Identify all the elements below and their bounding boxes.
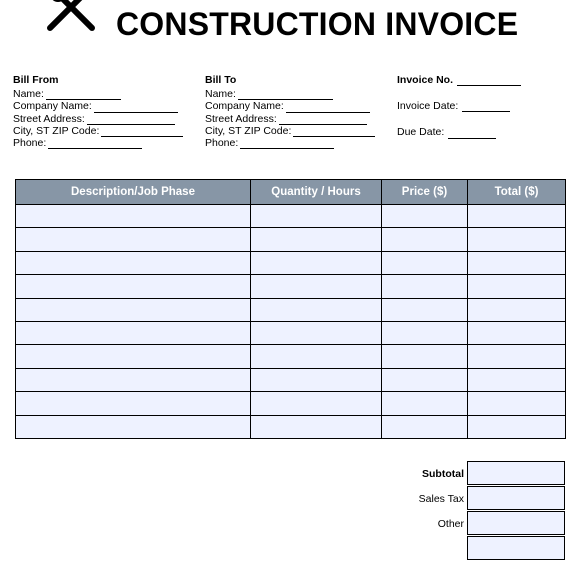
subtotal-row <box>0 461 574 486</box>
price-cell[interactable] <box>382 392 468 415</box>
city-field[interactable] <box>101 126 183 137</box>
table-row <box>16 368 566 391</box>
invoice-no-field[interactable] <box>457 75 521 86</box>
price-cell[interactable] <box>382 298 468 321</box>
table-row <box>16 392 566 415</box>
table-row <box>16 298 566 321</box>
due-date-field[interactable] <box>448 128 496 139</box>
bill-from-phone-line[interactable] <box>13 137 183 149</box>
total-cell[interactable] <box>468 415 566 438</box>
column-header-description: Description/Job Phase <box>16 180 251 205</box>
bill-to-heading: Bill To <box>205 74 237 86</box>
quantity-cell[interactable] <box>251 205 382 228</box>
column-header-quantity: Quantity / Hours <box>251 180 382 205</box>
bill-from-section <box>13 74 183 149</box>
table-row <box>16 251 566 274</box>
total-cell[interactable] <box>468 205 566 228</box>
name-field[interactable] <box>46 89 121 100</box>
invoice-date-field[interactable] <box>462 101 510 112</box>
quantity-cell[interactable] <box>251 251 382 274</box>
price-cell[interactable] <box>382 251 468 274</box>
page-title: CONSTRUCTION INVOICE <box>116 6 519 42</box>
description-cell[interactable] <box>16 205 251 228</box>
table-row <box>16 415 566 438</box>
quantity-cell[interactable] <box>251 275 382 298</box>
field-label: Name: <box>13 88 44 101</box>
quantity-cell[interactable] <box>251 345 382 368</box>
quantity-cell[interactable] <box>251 228 382 251</box>
bill-from-city-line[interactable] <box>13 125 183 137</box>
bill-to-street-line[interactable] <box>205 113 375 125</box>
table-row <box>16 205 566 228</box>
due-date-label: Due Date: <box>397 126 445 139</box>
field-label: Street Address: <box>205 112 277 125</box>
description-cell[interactable] <box>16 251 251 274</box>
name-field[interactable] <box>238 89 333 100</box>
total-cell[interactable] <box>468 251 566 274</box>
field-label: Phone: <box>205 137 239 150</box>
description-cell[interactable] <box>16 228 251 251</box>
table-row <box>16 345 566 368</box>
price-cell[interactable] <box>382 275 468 298</box>
field-label: Company Name: <box>13 100 92 113</box>
quantity-cell[interactable] <box>251 392 382 415</box>
price-cell[interactable] <box>382 368 468 391</box>
field-label: Name: <box>205 88 236 101</box>
sales-tax-field[interactable] <box>467 486 565 510</box>
column-header-total: Total ($) <box>468 180 566 205</box>
table-header-row <box>16 180 566 205</box>
field-label: City, ST ZIP Code: <box>13 124 100 137</box>
sales-tax-row <box>0 486 574 511</box>
due-date-line[interactable] <box>397 126 521 138</box>
total-cell[interactable] <box>468 345 566 368</box>
city-field[interactable] <box>293 126 375 137</box>
bill-from-company-line[interactable] <box>13 100 183 112</box>
invoice-info-section <box>397 74 521 153</box>
description-cell[interactable] <box>16 368 251 391</box>
total-cell[interactable] <box>468 275 566 298</box>
field-label: Company Name: <box>205 100 284 113</box>
bill-from-heading: Bill From <box>13 74 59 86</box>
description-cell[interactable] <box>16 275 251 298</box>
street-field[interactable] <box>87 114 175 125</box>
price-cell[interactable] <box>382 321 468 344</box>
description-cell[interactable] <box>16 392 251 415</box>
description-cell[interactable] <box>16 298 251 321</box>
quantity-cell[interactable] <box>251 298 382 321</box>
quantity-cell[interactable] <box>251 368 382 391</box>
description-cell[interactable] <box>16 345 251 368</box>
field-label: City, ST ZIP Code: <box>205 124 292 137</box>
description-cell[interactable] <box>16 321 251 344</box>
invoice-no-label: Invoice No. <box>397 74 454 86</box>
price-cell[interactable] <box>382 345 468 368</box>
field-label: Street Address: <box>13 112 85 125</box>
total-cell[interactable] <box>468 321 566 344</box>
subtotal-label: Subtotal <box>422 468 464 480</box>
field-label: Phone: <box>13 137 47 150</box>
table-body <box>16 205 566 439</box>
bill-to-city-line[interactable] <box>205 125 375 137</box>
total-field[interactable] <box>467 536 565 560</box>
bill-from-street-line[interactable] <box>13 113 183 125</box>
invoice-no-line[interactable] <box>397 74 521 86</box>
total-cell[interactable] <box>468 368 566 391</box>
price-cell[interactable] <box>382 205 468 228</box>
phone-field[interactable] <box>48 138 142 149</box>
company-field[interactable] <box>286 102 370 113</box>
bill-to-phone-line[interactable] <box>205 137 375 149</box>
invoice-date-label: Invoice Date: <box>397 100 459 113</box>
other-row <box>0 511 574 536</box>
column-header-price: Price ($) <box>382 180 468 205</box>
table-row <box>16 275 566 298</box>
table-row <box>16 228 566 251</box>
subtotal-field[interactable] <box>467 461 565 485</box>
sales-tax-label: Sales Tax <box>418 493 464 505</box>
total-row <box>0 536 574 561</box>
bill-to-company-line[interactable] <box>205 100 375 112</box>
total-cell[interactable] <box>468 392 566 415</box>
bill-to-name-line[interactable] <box>205 88 375 100</box>
total-cell[interactable] <box>468 298 566 321</box>
quantity-cell[interactable] <box>251 321 382 344</box>
phone-field[interactable] <box>240 138 334 149</box>
company-field[interactable] <box>94 102 178 113</box>
total-cell[interactable] <box>468 228 566 251</box>
other-field[interactable] <box>467 511 565 535</box>
quantity-cell[interactable] <box>251 415 382 438</box>
price-cell[interactable] <box>382 228 468 251</box>
bill-from-name-line[interactable] <box>13 88 183 100</box>
line-items-table <box>15 179 566 439</box>
description-cell[interactable] <box>16 415 251 438</box>
invoice-date-line[interactable] <box>397 100 521 112</box>
table-row <box>16 321 566 344</box>
other-label: Other <box>437 518 464 530</box>
street-field[interactable] <box>279 114 367 125</box>
bill-to-section <box>205 74 375 149</box>
crossed-hammer-wrench-icon <box>44 0 100 34</box>
price-cell[interactable] <box>382 415 468 438</box>
